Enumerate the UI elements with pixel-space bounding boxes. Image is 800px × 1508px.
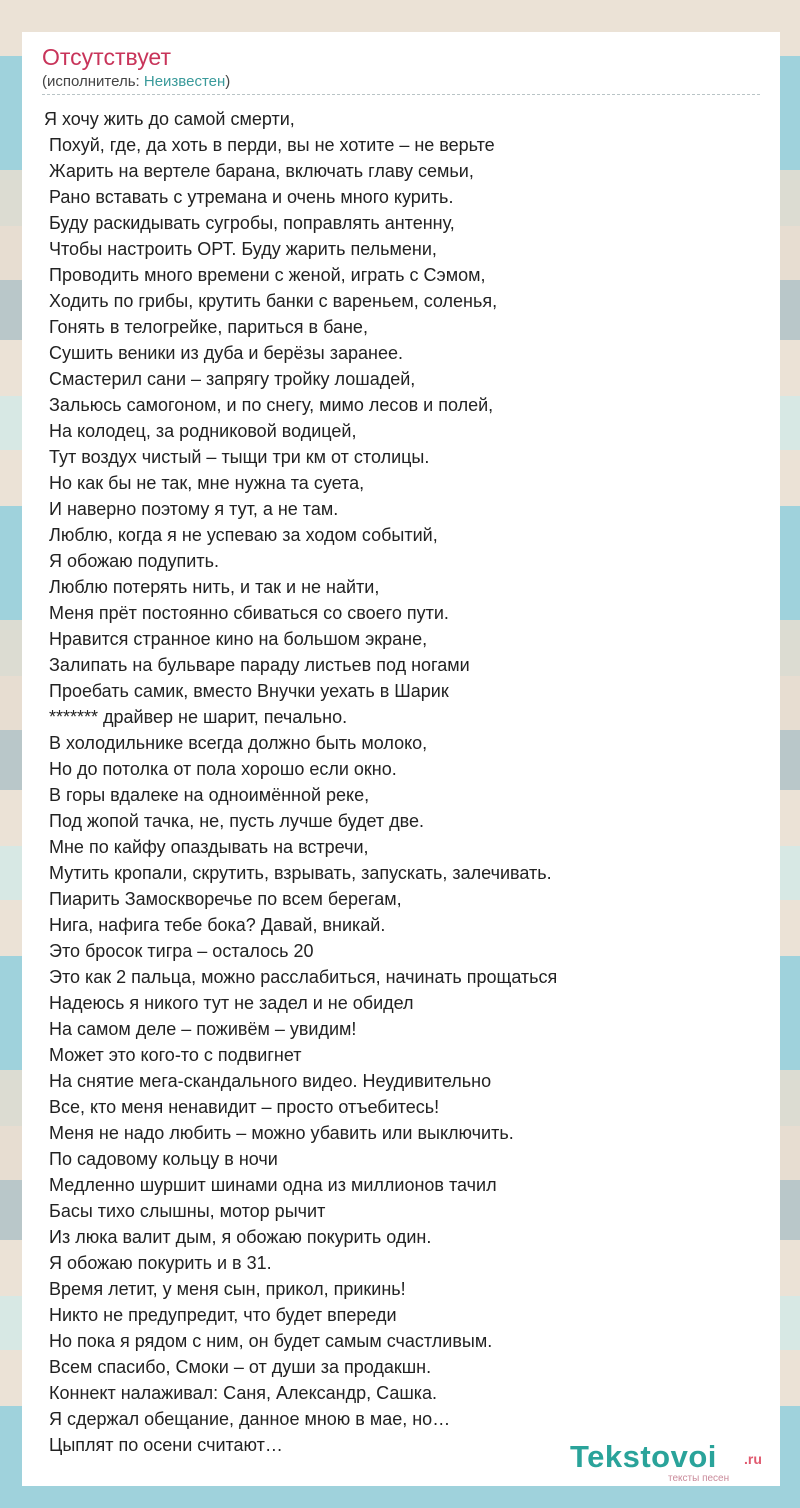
lyric-line: Меня прёт постоянно сбиваться со своего пути. <box>44 603 449 623</box>
lyric-line: По садовому кольцу в ночи <box>44 1149 278 1169</box>
lyric-line: Все, кто меня ненавидит – просто отъебитесь! <box>44 1097 440 1117</box>
lyric-line: Но как бы не так, мне нужна та суета, <box>44 473 365 493</box>
lyric-line: На колодец, за родниковой водицей, <box>44 421 357 441</box>
lyric-line: Никто не предупредит, что будет впереди <box>44 1305 397 1325</box>
lyrics-card <box>22 32 780 1486</box>
song-title: Отсутствует <box>42 44 171 70</box>
artist-line <box>42 73 230 91</box>
lyric-line: Это как 2 пальца, можно расслабиться, начинать прощаться <box>44 967 558 987</box>
lyric-line: Под жопой тачка, не, пусть лучше будет две. <box>44 811 425 831</box>
lyric-line: Залипать на бульваре параду листьев под ногами <box>44 655 470 675</box>
lyric-line: Проебать самик, вместо Внучки уехать в Шарик <box>44 681 449 701</box>
lyric-line: Рано вставать с утремана и очень много курить. <box>44 187 454 207</box>
lyric-line: Всем спасибо, Смоки – от души за продакшн. <box>44 1357 432 1377</box>
lyric-line: Это бросок тигра – осталось 20 <box>44 941 314 961</box>
lyric-line: На снятие мега-скандального видео. Неудивительно <box>44 1071 492 1091</box>
lyric-line: Нравится странное кино на большом экране, <box>44 629 428 649</box>
logo-tagline: тексты песен <box>668 1473 730 1484</box>
logo-domain: .ru <box>744 1451 762 1467</box>
lyric-line: Из люка валит дым, я обожаю покурить один. <box>44 1227 432 1247</box>
lyric-line: Надеюсь я никого тут не задел и не обидел <box>44 993 414 1013</box>
artist-prefix: (исполнитель: <box>42 73 144 90</box>
title-divider <box>42 94 760 95</box>
lyric-line: Но до потолка от пола хорошо если окно. <box>44 759 397 779</box>
lyric-line: Гонять в телогрейке, париться в бане, <box>44 317 368 337</box>
lyric-line: Люблю потерять нить, и так и не найти, <box>44 577 380 597</box>
site-logo[interactable] <box>570 1440 780 1486</box>
lyric-line: Тут воздух чистый – тыщи три км от столицы. <box>44 447 430 467</box>
lyric-line: Нига, нафига тебе бока? Давай, вникай. <box>44 915 386 935</box>
lyric-line: В горы вдалеке на одноимённой реке, <box>44 785 370 805</box>
lyric-line: Чтобы настроить ОРТ. Буду жарить пельмени, <box>44 239 437 259</box>
lyric-line: И наверно поэтому я тут, а не там. <box>44 499 339 519</box>
lyric-line: Басы тихо слышны, мотор рычит <box>44 1201 326 1221</box>
lyric-line: Медленно шуршит шинами одна из миллионов тачил <box>44 1175 497 1195</box>
lyric-line: Пиарить Замоскворечье по всем берегам, <box>44 889 402 909</box>
logo-wordmark: Tekstovoi <box>570 1439 717 1474</box>
artist-suffix: ) <box>225 73 231 90</box>
lyric-line: ******* драйвер не шарит, печально. <box>44 707 348 727</box>
lyric-line: Ходить по грибы, крутить банки с вареньем, соленья, <box>44 291 498 311</box>
lyric-line: Может это кого-то с подвигнет <box>44 1045 302 1065</box>
lyric-line: Я обожаю подупить. <box>44 551 219 571</box>
lyric-line: Я хочу жить до самой смерти, <box>44 109 295 129</box>
lyric-line: Коннект налаживал: Саня, Александр, Сашка. <box>44 1383 438 1403</box>
lyric-line: Цыплят по осени считают… <box>44 1435 283 1455</box>
artist-link[interactable]: Неизвестен <box>143 73 226 90</box>
lyrics-text <box>44 106 557 1458</box>
lyric-line: Но пока я рядом с ним, он будет самым счастливым. <box>44 1331 493 1351</box>
lyric-line: На самом деле – поживём – увидим! <box>44 1019 357 1039</box>
lyric-line: Буду раскидывать сугробы, поправлять антенну, <box>44 213 455 233</box>
lyric-line: Сушить веники из дуба и берёзы заранее. <box>44 343 403 363</box>
lyric-line: Время летит, у меня сын, прикол, прикинь! <box>44 1279 406 1299</box>
lyric-line: Похуй, где, да хоть в перди, вы не хотите – не верьте <box>44 135 495 155</box>
lyric-line: Смастерил сани – запрягу тройку лошадей, <box>44 369 416 389</box>
lyric-line: Меня не надо любить – можно убавить или выключить. <box>44 1123 514 1143</box>
lyric-line: Жарить на вертеле барана, включать главу семьи, <box>44 161 474 181</box>
lyric-line: Мутить кропали, скрутить, взрывать, запускать, залечивать. <box>44 863 552 883</box>
lyric-line: Люблю, когда я не успеваю за ходом событий, <box>44 525 438 545</box>
lyric-line: Я сдержал обещание, данное мною в мае, но… <box>44 1409 451 1429</box>
lyric-line: Я обожаю покурить и в 31. <box>44 1253 272 1273</box>
lyric-line: Проводить много времени с женой, играть с Сэмом, <box>44 265 486 285</box>
lyric-line: Мне по кайфу опаздывать на встречи, <box>44 837 369 857</box>
lyric-line: В холодильнике всегда должно быть молоко, <box>44 733 428 753</box>
lyric-line: Зальюсь самогоном, и по снегу, мимо лесов и полей, <box>44 395 494 415</box>
